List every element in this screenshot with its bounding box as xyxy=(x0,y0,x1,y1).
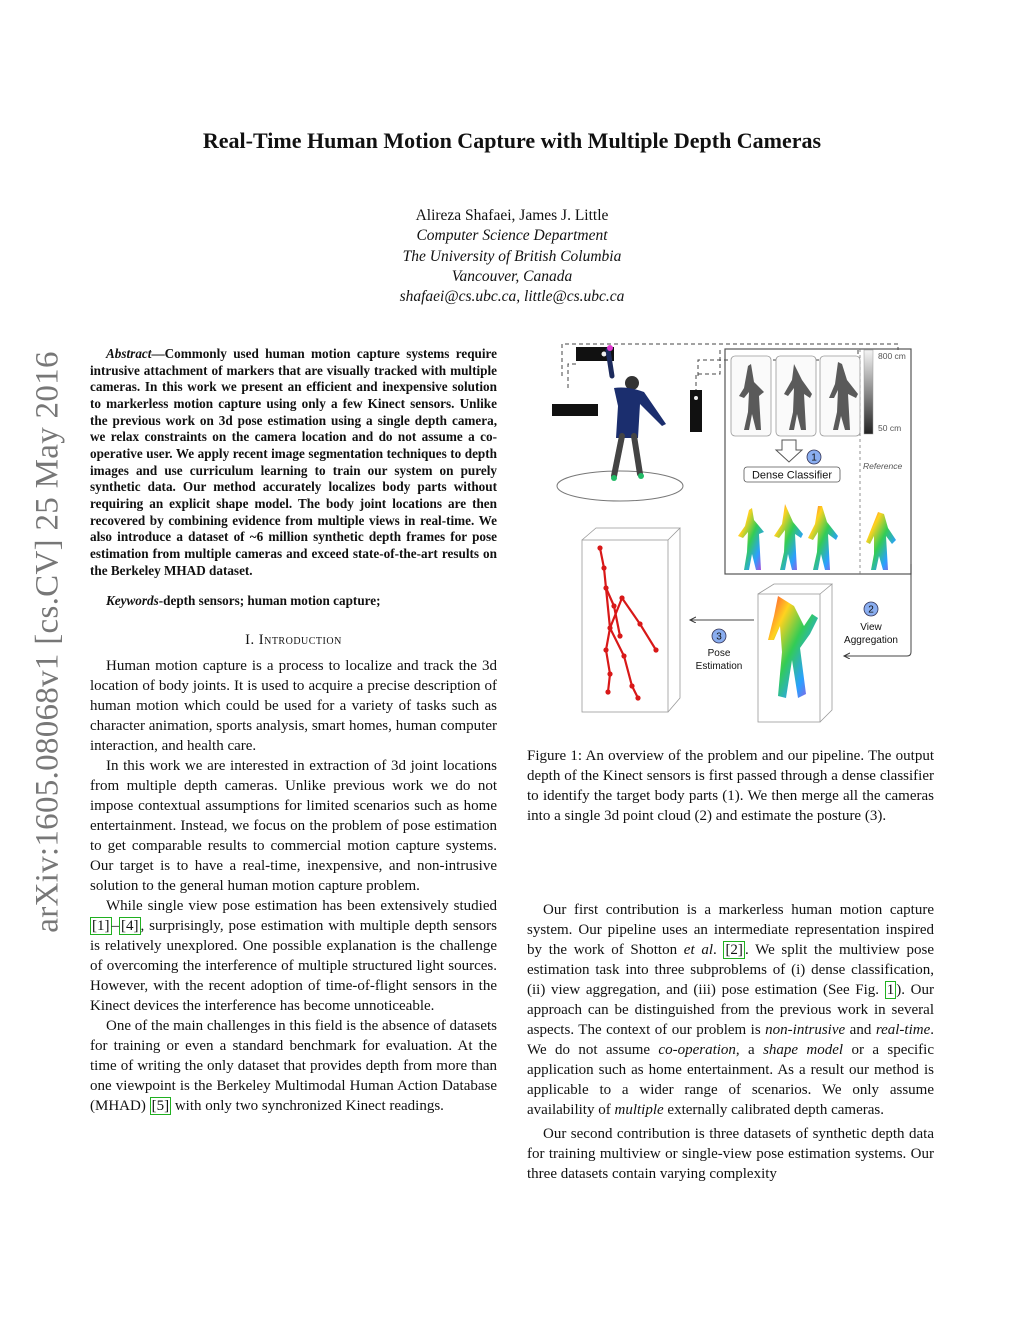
author-university: The University of British Columbia xyxy=(402,247,622,265)
step2-number: 2 xyxy=(868,604,874,616)
text-span: Our first contribution is a markerless human motion capture system. Our pipeline uses an intermediate representation inspired by the work of Shotton xyxy=(527,902,934,958)
text-span: . We do not assume xyxy=(527,1022,934,1058)
skeleton-joint-dots xyxy=(597,545,658,700)
text-span: real-time xyxy=(875,1022,931,1038)
depth-scale-bar xyxy=(864,350,873,434)
section-number: I. xyxy=(245,631,255,648)
text-span: While single view pose estimation has been extensively studied xyxy=(106,897,497,914)
figure-caption xyxy=(527,746,934,826)
abstract-lead: Abstract xyxy=(106,346,152,361)
left-column xyxy=(90,346,497,1116)
step1-number: 1 xyxy=(811,452,817,464)
abstract-text: —Commonly used human motion capture systems require intrusive attachment of markers that are visually tracked with multiple cameras. In this work we present an efficient and inexpensive solution to markerless motion capture using only a few Kinect sensors. Unlike the previous work on 3d pose estimation using a single depth camera, we relax constraints on the camera location and do not assume a co-operative user. We apply recent image segmentation techniques to depth images and use curriculum learning to train our system on purely synthetic data. Our method accurately localizes body parts without requiring an explicit shape model. The body joint locations are then recovered by combining evidence from multiple views in real-time. We also introduce a dataset of ~6 million synthetic depth frames for pose estimation from multiple cameras and exceed state-of-the-art results on the Berkeley MHAD dataset. xyxy=(90,346,497,578)
dense-classifier-label: Dense Classifier xyxy=(751,469,833,482)
intro-paragraph-2: In this work we are interested in extraction of 3d joint locations from multiple depth cameras. Unlike previous work we do not impose contextual assumptions for limited scenarios such as home entertainment. Instead, we focus on the problem of pose estimation to get comparable results to commercial motion capture systems. Our target is to have a real-time, inexpensive, and non-intrusive solution to the general human motion capture problem. xyxy=(90,757,497,894)
paper-title: Real-Time Human Motion Capture with Multiple Depth Cameras xyxy=(202,128,822,153)
citation-link[interactable]: [4] xyxy=(121,917,139,934)
contribution-paragraph-2: Our second contribution is three datasets of synthetic depth data for training multiview or single-view pose estimation systems. Our three datasets contain varying complexity xyxy=(527,1126,934,1182)
step1-down-arrow xyxy=(776,440,802,462)
figure-reference-link[interactable]: 1 xyxy=(886,982,895,998)
subject-figure xyxy=(607,345,666,481)
text-span: externally calibrated depth cameras. xyxy=(663,1102,884,1118)
text-span: and xyxy=(845,1022,876,1038)
keywords-text: -depth sensors; human motion capture; xyxy=(158,593,381,609)
camera-lens xyxy=(694,396,698,400)
intro-paragraph-1: Human motion capture is a process to localize and track the 3d location of body joints. It is used to acquire a precise description of human motion which could be used for a variety of tasks such as character animation, sports analysis, smart homes, human computer interaction, and health care. xyxy=(90,657,497,754)
section-title: Introduction xyxy=(258,631,342,648)
text-span: non-intrusive xyxy=(765,1022,846,1038)
text-span: . xyxy=(712,942,724,958)
keywords xyxy=(90,593,497,610)
citation-link[interactable]: [5] xyxy=(151,1097,170,1114)
text-span: shape model xyxy=(763,1042,844,1058)
citation-link[interactable]: [1] xyxy=(92,917,110,934)
contribution-paragraph-1 xyxy=(527,900,934,1120)
depth-scale-bottom-label: 50 cm xyxy=(878,423,902,433)
text-span: et al xyxy=(683,942,713,958)
author-block xyxy=(0,206,1024,307)
author-department: Computer Science Department xyxy=(416,227,608,245)
arxiv-sidebar xyxy=(28,342,68,942)
kinect-camera-left xyxy=(552,404,598,416)
step2-label-line1: View xyxy=(860,622,882,633)
arxiv-identifier: arXiv:1605.08068v1 [cs.CV] 25 May 2016 xyxy=(29,351,66,933)
step2-label-line2: Aggregation xyxy=(844,635,898,646)
text-span: ). Our approach can be distinguished from the previous work in several aspects. The context of our problem is xyxy=(527,982,934,1038)
step3-label-line1: Pose xyxy=(707,648,731,659)
author-location: Vancouver, Canada xyxy=(451,267,573,285)
text-span: multiple xyxy=(614,1102,664,1118)
text-span: , surprisingly, pose estimation with multiple depth sensors is relatively unexplored. One possible explanation is the challenge of overcoming the interference of multiple structured light sources. However, with the recent adoption of time-of-flight sensors in the Kinect devices the interference has become unnoticeable. xyxy=(90,917,497,1014)
intro-paragraph-3 xyxy=(90,896,497,1016)
figure-pipeline-overview xyxy=(548,336,920,726)
text-span: One of the main challenges in this field is the absence of datasets for training or even a standard benchmark for evaluation. At the time of writing the only dataset that provides depth from more than one viewpoint is the Berkeley Multimodal Human Action Database (MHAD) xyxy=(90,1017,497,1114)
keywords-lead: Keywords xyxy=(106,593,159,609)
text-span: . We split the multiview pose estimation task into three subproblems of (i) dense classification, (ii) view aggregation, and (iii) pose estimation (See Fig. xyxy=(527,942,934,998)
author-names: Alireza Shafaei, James J. Little xyxy=(415,207,609,224)
author-emails: shafaei@cs.ubc.ca, little@cs.ubc.ca xyxy=(399,288,625,306)
text-span: with only two synchronized Kinect readings. xyxy=(171,1097,444,1114)
camera-lens xyxy=(602,352,607,357)
segmented-figures xyxy=(738,504,896,570)
depth-scale-top-label: 800 cm xyxy=(878,351,906,361)
step3-label-line2: Estimation xyxy=(695,661,743,672)
text-span: or a specific application such as home entertainment. As a result our method is applicable to a wider range of scenarios. We only assume availability of xyxy=(527,1042,934,1118)
step3-number: 3 xyxy=(716,631,722,643)
capture-floor xyxy=(557,471,683,501)
citation-link[interactable]: [2] xyxy=(725,942,743,958)
text-span: , a xyxy=(735,1042,764,1058)
point-cloud-figure xyxy=(768,596,818,698)
abstract xyxy=(90,346,497,579)
section-heading-introduction xyxy=(90,630,497,650)
caption-text: Figure 1: An overview of the problem and our pipeline. The output depth of the Kinect sensors is first passed through a dense classifier to identify the target body parts (1). We then merge all the cameras into a single 3d point cloud (2) and estimate the posture (3). xyxy=(527,748,934,824)
text-span: – xyxy=(111,917,119,934)
text-span: co-operation xyxy=(658,1042,736,1058)
right-column xyxy=(527,900,934,1184)
reference-label: Reference xyxy=(863,461,903,471)
intro-paragraph-4 xyxy=(90,1016,497,1116)
